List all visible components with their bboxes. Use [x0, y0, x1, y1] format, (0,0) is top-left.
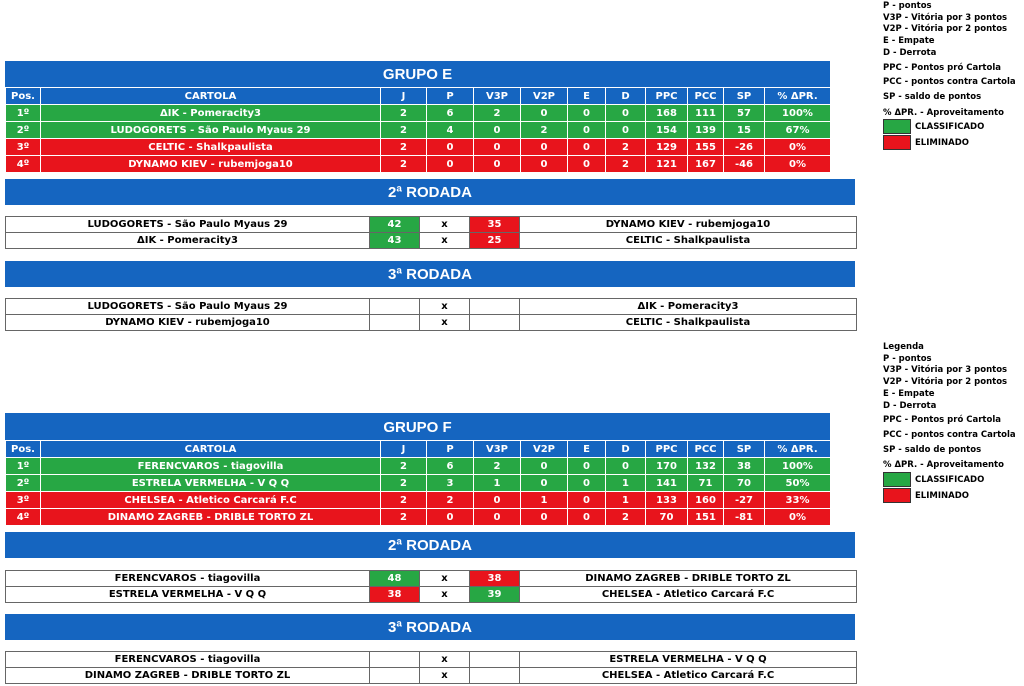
p-cell: 4 [427, 122, 474, 139]
eliminado-label: ELIMINADO [915, 138, 969, 149]
away-score [470, 652, 520, 668]
apr-cell: 0% [765, 509, 831, 526]
legend-eliminado [883, 488, 1016, 504]
home-score [370, 668, 420, 684]
pcc-cell: 167 [688, 156, 724, 173]
j-cell: 2 [381, 509, 427, 526]
home-team: ΔIK - Pomeracity3 [6, 233, 370, 249]
legend-classificado [883, 119, 1016, 135]
p-cell: 0 [427, 509, 474, 526]
sp-cell: -26 [724, 139, 765, 156]
match-row [6, 315, 857, 331]
classificado-swatch [883, 472, 911, 487]
legend-line: P - pontos [883, 353, 932, 364]
group-e-title: GRUPO E [5, 61, 830, 87]
pcc-cell: 132 [688, 458, 724, 475]
j-cell: 2 [381, 475, 427, 492]
column-header: SP [724, 88, 765, 105]
v2p-cell: 2 [521, 122, 568, 139]
v2p-cell: 0 [521, 105, 568, 122]
home-score [370, 299, 420, 315]
versus-mark: x [420, 217, 470, 233]
group-e-round2-matches [5, 216, 857, 249]
p-cell: 6 [427, 458, 474, 475]
legend-classificado [883, 472, 1016, 488]
legend-line: V3P - Vitória por 3 pontos [883, 12, 1008, 23]
away-score: 38 [470, 571, 520, 587]
column-header: D [606, 441, 646, 458]
e-cell: 0 [568, 156, 606, 173]
match-row [6, 587, 857, 603]
v2p-cell: 0 [521, 139, 568, 156]
standings-row [6, 509, 831, 526]
away-team: CELTIC - Shalkpaulista [520, 233, 857, 249]
group-e-round2-title: 2ª RODADA [5, 179, 855, 205]
legend-line: % ΔPR. - Aproveitamento [883, 107, 1004, 118]
group-e-round3-title: 3ª RODADA [5, 261, 855, 287]
d-cell: 2 [606, 139, 646, 156]
pos-cell: 1º [6, 458, 41, 475]
e-cell: 0 [568, 458, 606, 475]
j-cell: 2 [381, 492, 427, 509]
d-cell: 1 [606, 492, 646, 509]
group-e-round3-matches [5, 298, 857, 331]
ppc-cell: 154 [646, 122, 688, 139]
v3p-cell: 2 [474, 105, 521, 122]
group-e-standings [5, 87, 831, 173]
ppc-cell: 170 [646, 458, 688, 475]
v3p-cell: 1 [474, 475, 521, 492]
pcc-cell: 139 [688, 122, 724, 139]
v2p-cell: 0 [521, 509, 568, 526]
cartola-cell: ΔIK - Pomeracity3 [41, 105, 381, 122]
standings-header-row [6, 88, 831, 105]
match-row [6, 217, 857, 233]
cartola-cell: FERENCVAROS - tiagovilla [41, 458, 381, 475]
column-header: E [568, 441, 606, 458]
e-cell: 0 [568, 139, 606, 156]
pos-cell: 4º [6, 509, 41, 526]
apr-cell: 0% [765, 156, 831, 173]
ppc-cell: 70 [646, 509, 688, 526]
p-cell: 6 [427, 105, 474, 122]
column-header: CARTOLA [41, 441, 381, 458]
v3p-cell: 0 [474, 156, 521, 173]
home-score [370, 652, 420, 668]
standings-row [6, 105, 831, 122]
p-cell: 2 [427, 492, 474, 509]
legend-line: PPC - Pontos pró Cartola [883, 62, 1001, 73]
home-score [370, 315, 420, 331]
column-header: PCC [688, 441, 724, 458]
column-header: E [568, 88, 606, 105]
eliminado-swatch [883, 135, 911, 150]
j-cell: 2 [381, 105, 427, 122]
home-score: 48 [370, 571, 420, 587]
pos-cell: 2º [6, 122, 41, 139]
v3p-cell: 0 [474, 509, 521, 526]
p-cell: 3 [427, 475, 474, 492]
group-f-round3-title: 3ª RODADA [5, 614, 855, 640]
cartola-cell: ESTRELA VERMELHA - V Q Q [41, 475, 381, 492]
home-team: DINAMO ZAGREB - DRIBLE TORTO ZL [6, 668, 370, 684]
pos-cell: 3º [6, 139, 41, 156]
away-team: ΔIK - Pomeracity3 [520, 299, 857, 315]
apr-cell: 50% [765, 475, 831, 492]
column-header: V2P [521, 441, 568, 458]
legend-line: SP - saldo de pontos [883, 444, 982, 455]
column-header: J [381, 88, 427, 105]
cartola-cell: CELTIC - Shalkpaulista [41, 139, 381, 156]
p-cell: 0 [427, 156, 474, 173]
d-cell: 0 [606, 122, 646, 139]
v2p-cell: 0 [521, 156, 568, 173]
column-header: D [606, 88, 646, 105]
sp-cell: 38 [724, 458, 765, 475]
legend-line: PPC - Pontos pró Cartola [883, 415, 1001, 426]
legend-top [883, 1, 1016, 151]
home-team: ESTRELA VERMELHA - V Q Q [6, 587, 370, 603]
v2p-cell: 0 [521, 458, 568, 475]
group-f-round2-matches [5, 570, 857, 603]
match-row [6, 571, 857, 587]
e-cell: 0 [568, 509, 606, 526]
sp-cell: -27 [724, 492, 765, 509]
column-header: P [427, 441, 474, 458]
cartola-cell: LUDOGORETS - São Paulo Myaus 29 [41, 122, 381, 139]
j-cell: 2 [381, 458, 427, 475]
apr-cell: 0% [765, 139, 831, 156]
column-header: Pos. [6, 441, 41, 458]
away-team: DYNAMO KIEV - rubemjoga10 [520, 217, 857, 233]
group-f-round3-matches [5, 651, 857, 684]
apr-cell: 33% [765, 492, 831, 509]
column-header: % ΔPR. [765, 441, 831, 458]
away-score [470, 299, 520, 315]
e-cell: 0 [568, 475, 606, 492]
eliminado-swatch [883, 488, 911, 503]
standings-row [6, 156, 831, 173]
home-team: DYNAMO KIEV - rubemjoga10 [6, 315, 370, 331]
away-score: 39 [470, 587, 520, 603]
column-header: P [427, 88, 474, 105]
standings-row [6, 139, 831, 156]
versus-mark: x [420, 652, 470, 668]
pcc-cell: 111 [688, 105, 724, 122]
d-cell: 1 [606, 475, 646, 492]
match-row [6, 233, 857, 249]
d-cell: 0 [606, 105, 646, 122]
group-f-round2-title: 2ª RODADA [5, 532, 855, 558]
away-score: 35 [470, 217, 520, 233]
home-team: FERENCVAROS - tiagovilla [6, 652, 370, 668]
column-header: CARTOLA [41, 88, 381, 105]
column-header: PPC [646, 441, 688, 458]
classificado-label: CLASSIFICADO [915, 475, 985, 486]
away-score [470, 668, 520, 684]
j-cell: 2 [381, 139, 427, 156]
apr-cell: 100% [765, 105, 831, 122]
home-team: FERENCVAROS - tiagovilla [6, 571, 370, 587]
d-cell: 0 [606, 458, 646, 475]
cartola-cell: DINAMO ZAGREB - DRIBLE TORTO ZL [41, 509, 381, 526]
ppc-cell: 141 [646, 475, 688, 492]
e-cell: 0 [568, 492, 606, 509]
ppc-cell: 168 [646, 105, 688, 122]
pcc-cell: 71 [688, 475, 724, 492]
versus-mark: x [420, 587, 470, 603]
versus-mark: x [420, 315, 470, 331]
match-row [6, 299, 857, 315]
apr-cell: 100% [765, 458, 831, 475]
away-team: ESTRELA VERMELHA - V Q Q [520, 652, 857, 668]
classificado-swatch [883, 119, 911, 134]
e-cell: 0 [568, 122, 606, 139]
sp-cell: -46 [724, 156, 765, 173]
v2p-cell: 0 [521, 475, 568, 492]
legend-line: P - pontos [883, 1, 932, 11]
column-header: J [381, 441, 427, 458]
standings-row [6, 458, 831, 475]
legend-bottom [883, 342, 1016, 504]
cartola-cell: DYNAMO KIEV - rubemjoga10 [41, 156, 381, 173]
v3p-cell: 2 [474, 458, 521, 475]
match-row [6, 652, 857, 668]
column-header: % ΔPR. [765, 88, 831, 105]
standings-row [6, 492, 831, 509]
column-header: PPC [646, 88, 688, 105]
ppc-cell: 121 [646, 156, 688, 173]
v3p-cell: 0 [474, 122, 521, 139]
legend-line: V3P - Vitória por 3 pontos [883, 365, 1008, 376]
away-score [470, 315, 520, 331]
away-team: CHELSEA - Atletico Carcará F.C [520, 668, 857, 684]
sp-cell: -81 [724, 509, 765, 526]
legend-line: E - Empate [883, 388, 935, 399]
standings-row [6, 122, 831, 139]
d-cell: 2 [606, 156, 646, 173]
home-score: 38 [370, 587, 420, 603]
pos-cell: 3º [6, 492, 41, 509]
away-team: CELTIC - Shalkpaulista [520, 315, 857, 331]
column-header: SP [724, 441, 765, 458]
sp-cell: 57 [724, 105, 765, 122]
sp-cell: 70 [724, 475, 765, 492]
j-cell: 2 [381, 156, 427, 173]
legend-line: PCC - pontos contra Cartola [883, 429, 1016, 440]
pos-cell: 1º [6, 105, 41, 122]
eliminado-label: ELIMINADO [915, 491, 969, 502]
pcc-cell: 151 [688, 509, 724, 526]
d-cell: 2 [606, 509, 646, 526]
apr-cell: 67% [765, 122, 831, 139]
pcc-cell: 155 [688, 139, 724, 156]
cartola-cell: CHELSEA - Atletico Carcará F.C [41, 492, 381, 509]
legend-line: V2P - Vitória por 2 pontos [883, 377, 1008, 388]
away-score: 25 [470, 233, 520, 249]
away-team: DINAMO ZAGREB - DRIBLE TORTO ZL [520, 571, 857, 587]
versus-mark: x [420, 299, 470, 315]
group-f-standings [5, 440, 831, 526]
versus-mark: x [420, 571, 470, 587]
home-team: LUDOGORETS - São Paulo Myaus 29 [6, 299, 370, 315]
home-score: 42 [370, 217, 420, 233]
column-header: Pos. [6, 88, 41, 105]
legend-line: PCC - pontos contra Cartola [883, 77, 1016, 88]
home-score: 43 [370, 233, 420, 249]
ppc-cell: 129 [646, 139, 688, 156]
legend-title: Legenda [883, 342, 924, 352]
column-header: PCC [688, 88, 724, 105]
legend-line: V2P - Vitória por 2 pontos [883, 24, 1008, 35]
versus-mark: x [420, 233, 470, 249]
group-f-title: GRUPO F [5, 413, 830, 440]
column-header: V3P [474, 88, 521, 105]
pos-cell: 2º [6, 475, 41, 492]
legend-eliminado [883, 135, 1016, 151]
v3p-cell: 0 [474, 492, 521, 509]
classificado-label: CLASSIFICADO [915, 122, 985, 133]
match-row [6, 668, 857, 684]
standings-header-row [6, 441, 831, 458]
j-cell: 2 [381, 122, 427, 139]
legend-line: E - Empate [883, 36, 935, 47]
legend-line: SP - saldo de pontos [883, 91, 982, 102]
v3p-cell: 0 [474, 139, 521, 156]
legend-line: D - Derrota [883, 47, 937, 58]
home-team: LUDOGORETS - São Paulo Myaus 29 [6, 217, 370, 233]
ppc-cell: 133 [646, 492, 688, 509]
column-header: V3P [474, 441, 521, 458]
pcc-cell: 160 [688, 492, 724, 509]
legend-line: % ΔPR. - Aproveitamento [883, 460, 1004, 471]
column-header: V2P [521, 88, 568, 105]
away-team: CHELSEA - Atletico Carcará F.C [520, 587, 857, 603]
standings-row [6, 475, 831, 492]
p-cell: 0 [427, 139, 474, 156]
e-cell: 0 [568, 105, 606, 122]
v2p-cell: 1 [521, 492, 568, 509]
sp-cell: 15 [724, 122, 765, 139]
versus-mark: x [420, 668, 470, 684]
pos-cell: 4º [6, 156, 41, 173]
legend-line: D - Derrota [883, 400, 937, 411]
